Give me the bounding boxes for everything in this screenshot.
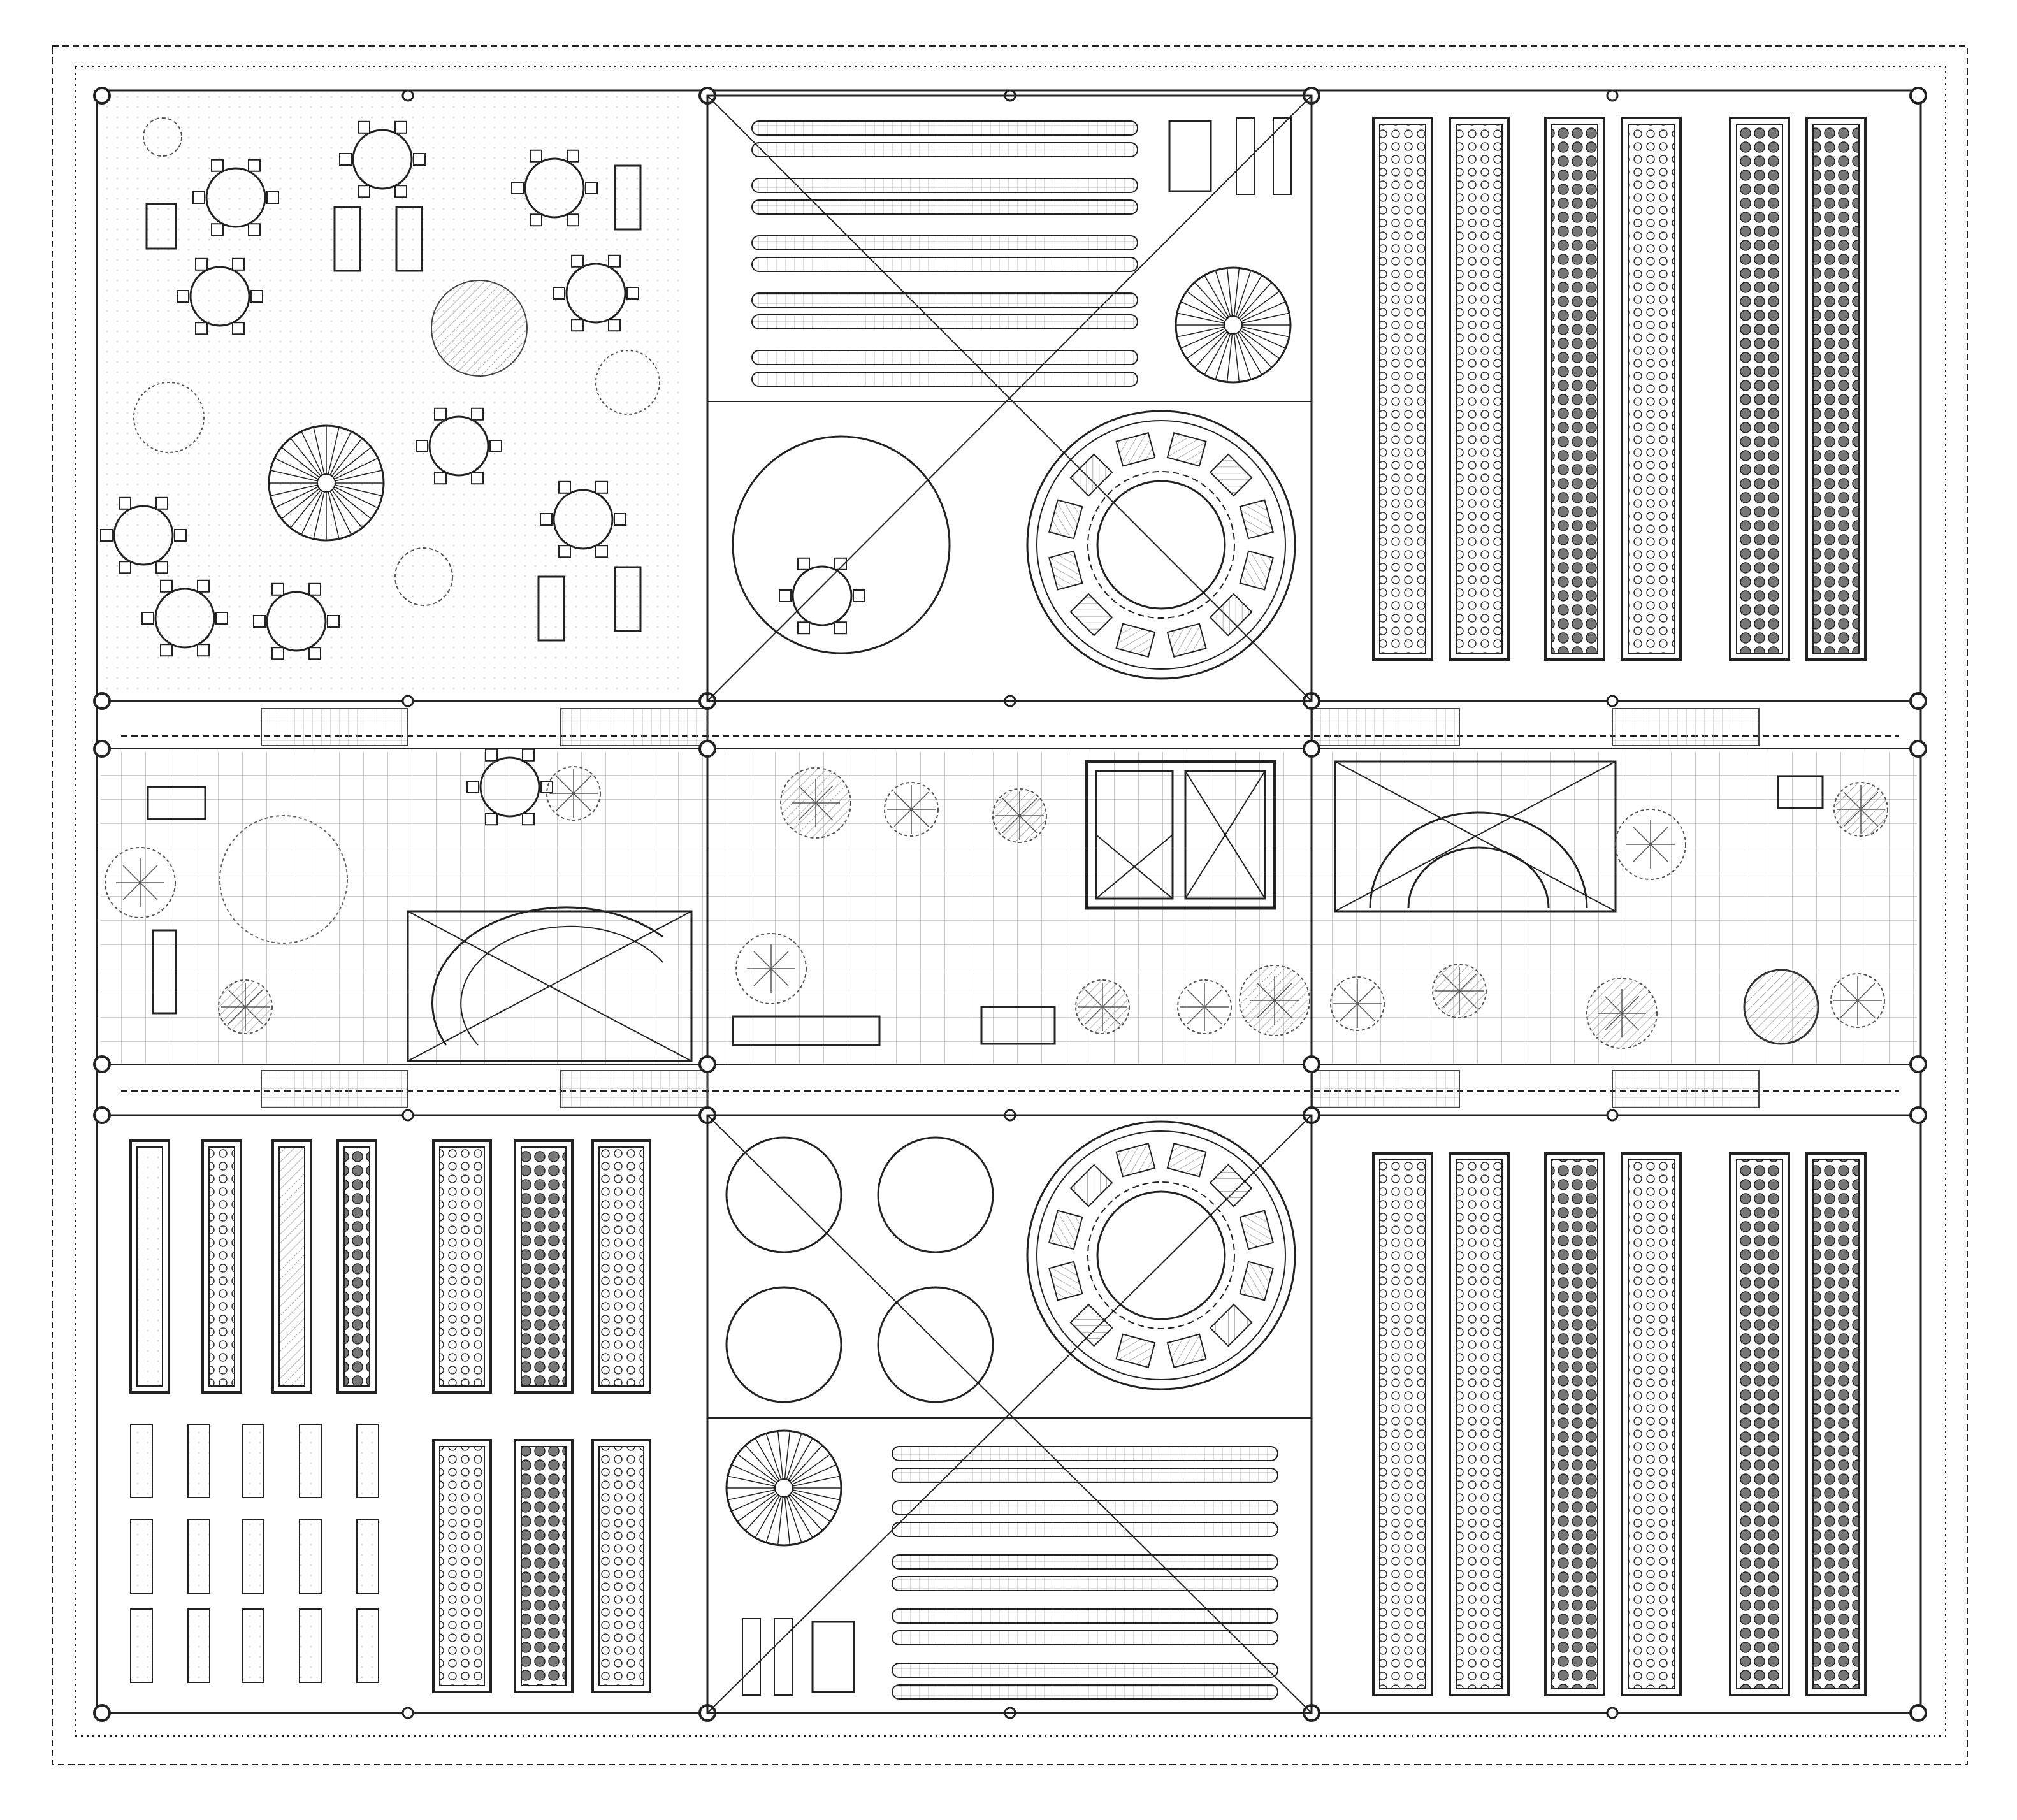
column-marker <box>1911 88 1926 103</box>
bed-plants <box>1380 124 1426 653</box>
chair <box>395 122 407 133</box>
umbrella-hub <box>775 1479 793 1497</box>
grow-tray <box>1168 1334 1206 1368</box>
grow-row <box>892 1501 1278 1515</box>
column-marker <box>94 741 110 756</box>
chair <box>567 214 579 226</box>
chair <box>233 322 244 334</box>
chair <box>358 122 370 133</box>
chair <box>119 498 131 509</box>
chair <box>586 182 597 194</box>
column-marker <box>94 1057 110 1072</box>
chair <box>272 647 284 659</box>
bed-plants <box>1456 124 1502 653</box>
grow-tray <box>1168 1143 1206 1176</box>
grow-tray <box>1071 594 1112 635</box>
chair <box>177 291 189 302</box>
grow-tray <box>1210 594 1252 635</box>
grow-row <box>752 143 1138 157</box>
chair <box>156 498 168 509</box>
chair <box>156 561 168 573</box>
chair <box>523 813 534 825</box>
chair <box>198 581 209 592</box>
grow-row <box>752 350 1138 365</box>
chair <box>309 584 321 595</box>
chair <box>435 408 446 420</box>
chair <box>395 185 407 197</box>
grow-tray <box>1049 500 1082 539</box>
greenhouse-south <box>707 1115 1312 1713</box>
chair <box>272 584 284 595</box>
seed-plot <box>300 1424 321 1498</box>
bed-plants <box>599 1147 644 1386</box>
seed-plot <box>300 1520 321 1593</box>
grow-row <box>892 1685 1278 1699</box>
chair <box>196 322 207 334</box>
chair <box>627 287 639 299</box>
column-marker <box>403 90 413 101</box>
seed-plot <box>242 1424 264 1498</box>
bed-plants <box>209 1147 235 1386</box>
chair <box>161 644 172 656</box>
grow-tray <box>1071 1165 1112 1206</box>
grow-row <box>752 372 1138 386</box>
grow-tray <box>1049 1211 1082 1250</box>
column-marker <box>1304 741 1319 756</box>
bed-plants <box>440 1147 484 1386</box>
chair <box>835 622 846 633</box>
bed-plants <box>440 1447 484 1686</box>
column-marker <box>403 1110 413 1120</box>
seed-plot <box>300 1609 321 1682</box>
umbrella-spoke <box>788 1496 813 1538</box>
seed-plot <box>357 1424 379 1498</box>
chair <box>523 749 534 761</box>
column-marker <box>1911 1108 1926 1123</box>
bed-plants <box>1552 1160 1598 1689</box>
chair <box>472 408 483 420</box>
umbrella-spoke <box>1204 333 1229 375</box>
round-table <box>793 567 851 625</box>
column-marker <box>700 741 715 756</box>
chair <box>435 472 446 484</box>
grow-row <box>892 1555 1278 1569</box>
chair <box>798 622 809 633</box>
chair <box>486 749 497 761</box>
chair <box>340 154 351 165</box>
round-tanks <box>727 1138 993 1402</box>
chair <box>358 185 370 197</box>
hydroponic-ring-north <box>1027 411 1295 679</box>
grow-row <box>892 1522 1278 1536</box>
grow-row <box>752 315 1138 329</box>
grow-tray <box>1210 454 1252 496</box>
column-marker <box>94 693 110 709</box>
chair <box>559 482 570 493</box>
seed-plot <box>242 1609 264 1682</box>
grow-tray <box>1210 1304 1252 1346</box>
chair <box>540 514 552 525</box>
column-marker <box>700 1057 715 1072</box>
grow-row <box>752 178 1138 192</box>
grow-row <box>892 1631 1278 1645</box>
chair <box>609 319 620 331</box>
bed-plants <box>1813 1160 1859 1689</box>
seed-plot <box>357 1520 379 1593</box>
chair <box>212 160 223 171</box>
column-marker <box>94 1705 110 1721</box>
grow-row <box>752 200 1138 214</box>
chair <box>530 214 542 226</box>
column-marker <box>1607 1708 1617 1718</box>
chair <box>530 150 542 162</box>
growing-rows <box>752 121 1138 386</box>
seed-plot <box>357 1609 379 1682</box>
grow-tray <box>1117 624 1155 657</box>
grow-tray <box>1168 433 1206 466</box>
chair <box>596 482 607 493</box>
chair <box>572 319 583 331</box>
crop-field-northeast <box>1373 118 1865 660</box>
grow-tray <box>1117 1143 1155 1176</box>
bed-plants <box>344 1147 370 1386</box>
seed-plot <box>188 1609 210 1682</box>
chair <box>596 545 607 557</box>
column-marker <box>94 1108 110 1123</box>
bed-plants <box>1456 1160 1502 1689</box>
chair <box>414 154 425 165</box>
grow-row <box>752 121 1138 135</box>
seed-plot <box>188 1520 210 1593</box>
chair <box>614 514 626 525</box>
umbrella-spoke <box>1238 333 1262 375</box>
grow-tray <box>1168 624 1206 657</box>
column-marker <box>403 696 413 706</box>
umbrella-spoke <box>788 1438 813 1480</box>
chair <box>267 192 278 203</box>
bed-plants <box>599 1447 644 1686</box>
column-marker <box>403 1708 413 1718</box>
seed-plot <box>131 1520 152 1593</box>
umbrella-spoke <box>755 1438 779 1480</box>
chair <box>196 259 207 270</box>
grow-tray <box>1240 500 1273 539</box>
grow-row <box>892 1447 1278 1461</box>
chair <box>309 647 321 659</box>
umbrella-hub <box>317 474 335 492</box>
grow-tray <box>1240 551 1273 590</box>
chair <box>416 440 428 452</box>
bed-plants <box>1628 1160 1674 1689</box>
bed-plants <box>1628 124 1674 653</box>
bed-plants <box>279 1147 305 1386</box>
grow-tray <box>1071 1304 1112 1346</box>
grow-row <box>892 1468 1278 1482</box>
chair <box>193 192 205 203</box>
chair <box>853 590 865 602</box>
chair <box>553 287 565 299</box>
crop-field-southeast <box>1373 1153 1865 1695</box>
grow-tray <box>1049 1262 1082 1301</box>
seed-plot <box>131 1424 152 1498</box>
column-marker <box>1304 1057 1319 1072</box>
grow-tray <box>1117 1334 1155 1368</box>
column-marker <box>1911 741 1926 756</box>
chair <box>512 182 523 194</box>
umbrella-spoke <box>755 1496 779 1538</box>
grow-row <box>892 1609 1278 1623</box>
round-planter-large <box>733 437 950 653</box>
column-marker <box>94 88 110 103</box>
chair <box>249 224 260 235</box>
bed-plants <box>1380 1160 1426 1689</box>
chair <box>249 160 260 171</box>
chair <box>175 530 186 541</box>
grow-row <box>892 1577 1278 1591</box>
chair <box>779 590 791 602</box>
umbrella-spoke <box>1238 275 1262 317</box>
grow-tray <box>1210 1165 1252 1206</box>
grow-row <box>752 257 1138 271</box>
chair <box>212 224 223 235</box>
chair <box>216 612 228 624</box>
grow-row <box>752 236 1138 250</box>
greenhouse-north <box>707 96 1312 701</box>
column-marker <box>1607 90 1617 101</box>
column-marker <box>1911 1705 1926 1721</box>
bed-plants <box>521 1147 566 1386</box>
umbrella-hub <box>1224 316 1242 334</box>
chair <box>251 291 263 302</box>
chair <box>233 259 244 270</box>
chair <box>198 644 209 656</box>
chair <box>142 612 154 624</box>
grow-row <box>892 1663 1278 1677</box>
column-marker <box>1607 1110 1617 1120</box>
bed-plants <box>1813 124 1859 653</box>
chair <box>572 256 583 267</box>
chair <box>567 150 579 162</box>
bed-plants <box>1737 1160 1782 1689</box>
grow-tray <box>1240 1211 1273 1250</box>
seed-plot <box>188 1424 210 1498</box>
chair <box>609 256 620 267</box>
chair <box>490 440 502 452</box>
bed-plants <box>521 1447 566 1686</box>
hydroponic-ring-south <box>1027 1122 1295 1389</box>
grow-tray <box>1240 1262 1273 1301</box>
chair <box>472 472 483 484</box>
seed-plot <box>131 1609 152 1682</box>
bed-plants <box>1552 124 1598 653</box>
seed-plot <box>242 1520 264 1593</box>
grow-tray <box>1071 454 1112 496</box>
umbrella-spoke <box>1204 275 1229 317</box>
chair <box>254 616 265 627</box>
growing-rows <box>892 1447 1278 1699</box>
chair <box>328 616 339 627</box>
grow-row <box>752 293 1138 307</box>
grow-tray <box>1117 433 1155 466</box>
column-marker <box>1911 693 1926 709</box>
column-marker <box>1911 1057 1926 1072</box>
column-marker <box>1607 696 1617 706</box>
bed-plants <box>137 1147 163 1386</box>
chair <box>798 558 809 570</box>
grow-tray <box>1049 551 1082 590</box>
sun-umbrella-nw <box>269 426 384 540</box>
chair <box>161 581 172 592</box>
chair <box>486 813 497 825</box>
bed-plants <box>1737 124 1782 653</box>
crop-field-southwest <box>131 1141 650 1692</box>
chair <box>467 781 479 793</box>
chair <box>559 545 570 557</box>
chair <box>101 530 112 541</box>
chair <box>119 561 131 573</box>
